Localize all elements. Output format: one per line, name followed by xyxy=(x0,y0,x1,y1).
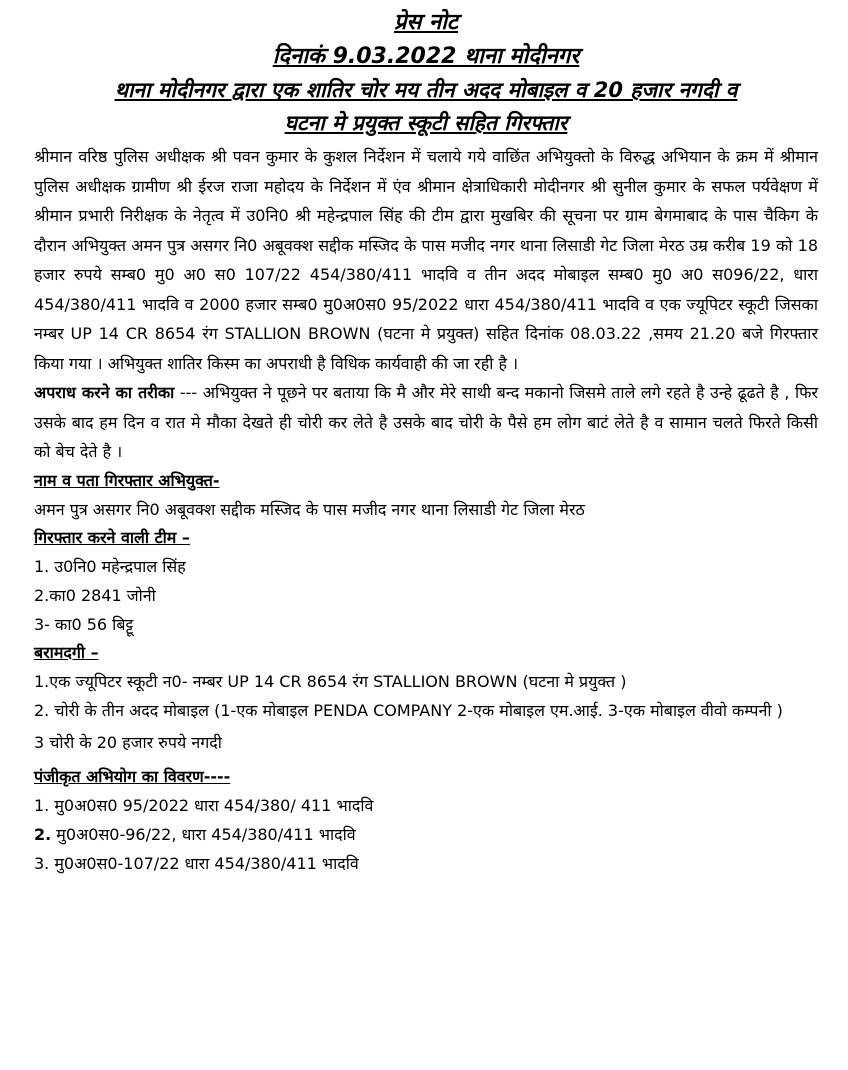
intro-paragraph: श्रीमान वरिष्ठ पुलिस अधीक्षक श्री पवन कुमार के कुशल निर्देशन में चलाये गये वाछिंत अभियुक्तो के विरुद्ध अभियान के क्रम में श्रीमान पुलिस अधीक्षक ग्रामीण श्री ईरज राजा महोदय के निर्देशन में एंव श्रीमान क्षेत्राधिकारी मोदीनगर श्री सुनील कुमार के सफल पर्यवेक्षण में श्रीमान प्रभारी निरीक्षक के नेतृत्व में उ0नि0 श्री महेन्द्रपाल सिंह की टीम द्वारा मुखबिर की सूचना पर ग्राम बेगमाबाद के पास चैकिग के दौरान अभियुक्त अमन पुत्र असगर नि0 अबूवक्श सद्दीक मस्जिद के पास मजीद नगर थाना लिसाडी गेट जिला मेरठ उम्र करीब 19 को 18 हजार रुपये सम्ब0 मु0 अ0 स0 107/22 454/380/411 भादवि व तीन अदद मोबाइल सम्ब0 मु0 अ0 स096/22, धारा 454/380/411 भादवि व 2000 हजार सम्ब0 मु0अ0स0 95/2022 धारा 454/380/411 भादवि व एक ज्यूपिटर स्कूटी जिसका नम्बर UP 14 CR 8654 रंग STALLION BROWN (घटना मे प्रयुक्त) सहित दिनांक 08.03.22 ,समय 21.20 बजे गिरफ्तार किया गया । अभियुक्त शातिर किस्म का अपराधी है विधिक कार्यवाही की जा रही है । xyxy=(34,147,818,373)
headline-line-2: घटना मे प्रयुक्त स्कूटी सहित गिरफ्तार xyxy=(284,111,568,135)
recovery-heading: बरामदगी – xyxy=(34,642,99,662)
date-line: दिनाकं 9.03.2022 थाना मोदीनगर xyxy=(272,44,580,69)
recovery-item: 3 चोरी के 20 हजार रुपये नगदी xyxy=(34,732,222,752)
modus-text: --- अभियुक्त ने पूछने पर बताया कि मै और मेरे साथी बन्द मकानो जिसमे ताले लगे रहते है उन्हे ढूढते है , फिर उसके बाद हम दिन व रात मे मौका देखते ही चोरी कर लेते है उसके बाद चोरी के पैसे हम लोग बाटं लेते है व सामान चलते फिरते किसी को बेच देते है । xyxy=(34,383,818,461)
cases-heading: पंजीकृत अभियोग का विवरण---- xyxy=(34,766,231,786)
team-heading: गिरफ्तार करने वाली टीम – xyxy=(34,527,190,547)
case-item xyxy=(34,820,818,849)
team-member: 1. उ0नि0 महेन्द्रपाल सिंह xyxy=(34,556,186,576)
team-member: 2.का0 2841 जोनी xyxy=(34,585,156,605)
accused-address: अमन पुत्र असगर नि0 अबूवक्श सद्दीक मस्जिद के पास मजीद नगर थाना लिसाडी गेट जिला मेरठ xyxy=(34,499,585,519)
recovery-item: 1.एक ज्यूपिटर स्कूटी न0- नम्बर UP 14 CR 8654 रंग STALLION BROWN (घटना मे प्रयुक्त ) xyxy=(34,671,627,691)
team-member: 3- का0 56 बिट्टू xyxy=(34,614,134,634)
modus-label: अपराध करने का तरीका xyxy=(34,383,175,402)
case-text: मु0अ0स0-96/22, धारा 454/380/411 भादवि xyxy=(51,824,356,844)
case-item: 1. मु0अ0स0 95/2022 धारा 454/380/ 411 भादवि xyxy=(34,795,374,815)
accused-heading: नाम व पता गिरफ्तार अभियुक्त- xyxy=(34,470,220,490)
document-title: प्रेस नोट xyxy=(393,10,459,35)
recovery-item: 2. चोरी के तीन अदद मोबाइल (1-एक मोबाइल PENDA COMPANY 2-एक मोबाइल एम.आई. 3-एक मोबाइल वीवो कम्पनी ) xyxy=(34,700,783,720)
modus-paragraph xyxy=(34,378,818,467)
headline-line-1: थाना मोदीनगर द्वारा एक शातिर चोर मय तीन अदद मोबाइल व 20 हजार नगदी व xyxy=(114,78,738,102)
case-item: 3. मु0अ0स0-107/22 धारा 454/380/411 भादवि xyxy=(34,853,359,873)
case-number: 2. xyxy=(34,824,52,844)
